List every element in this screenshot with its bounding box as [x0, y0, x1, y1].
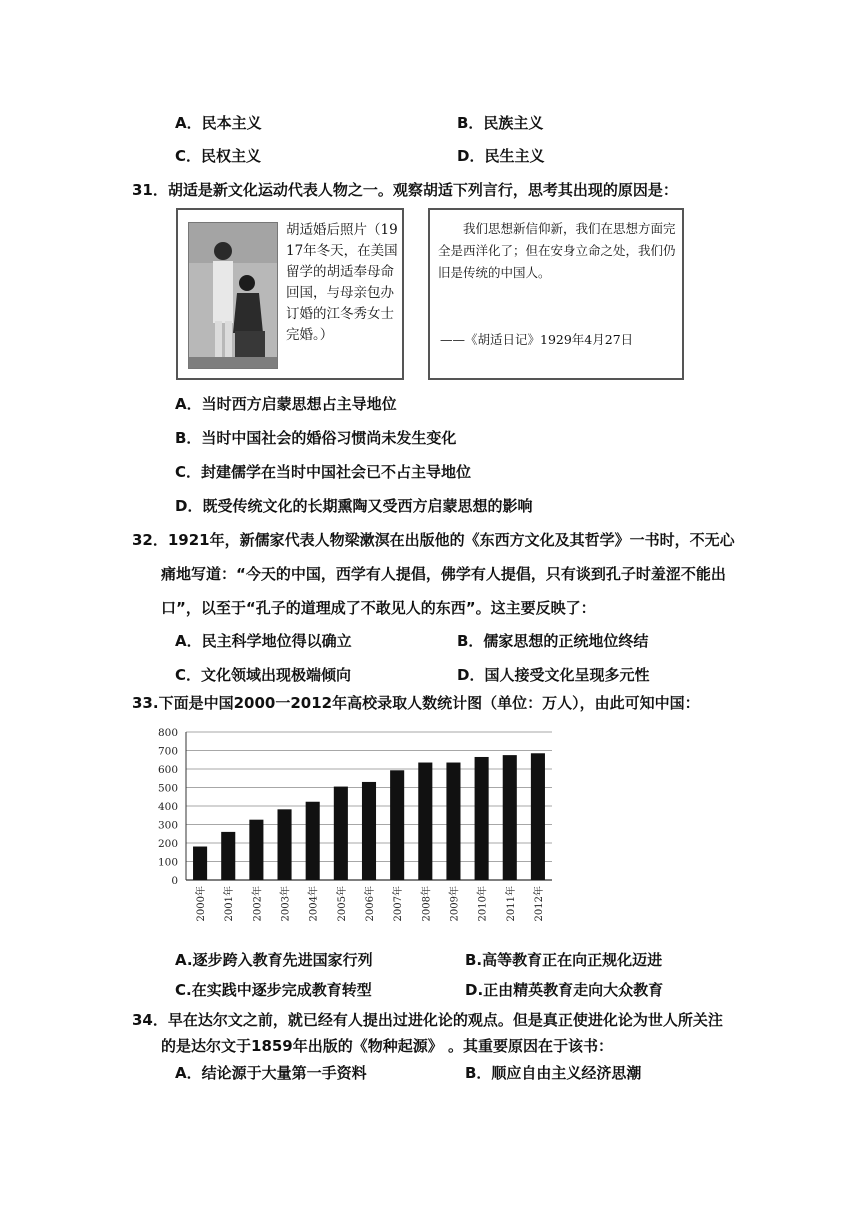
y-tick-label: 400: [157, 801, 178, 813]
y-tick-label: 100: [157, 856, 178, 869]
bar: [306, 802, 320, 880]
quote-source: ——《胡适日记》1929年4月27日: [440, 332, 634, 347]
q33-option-a: A.逐步跨入教育先进国家行列: [175, 951, 373, 969]
q32-option-c: C．文化领域出现极端倾向: [175, 666, 352, 684]
quote-panel: [428, 208, 684, 380]
bar: [446, 763, 460, 880]
q32-stem-line-3: 口”，以至于“孔子的道理成了不敢见人的东西”。这主要反映了：: [161, 599, 596, 617]
q34-option-a: A．结论源于大量第一手资料: [175, 1064, 367, 1082]
wedding-photo: [188, 222, 278, 369]
q32-option-a: A．民主科学地位得以确立: [175, 632, 352, 650]
y-tick-label: 300: [157, 819, 178, 832]
q31-option-b: B．当时中国社会的婚俗习惯尚未发生变化: [175, 429, 457, 447]
q33-option-b: B.高等教育正在向正规化迈进: [465, 951, 663, 969]
bar: [531, 753, 545, 880]
bar: [475, 757, 489, 880]
hu-shi-quote: 我们思想新信仰新，我们在思想方面完全是西洋化了；但在安身立命之处，我们仍旧是传统的中国人。: [438, 221, 676, 280]
q30-option-a: A．民本主义: [175, 114, 262, 132]
photo-panel: [176, 208, 404, 380]
bar: [278, 809, 292, 880]
q30-option-d: D．民生主义: [457, 147, 545, 165]
q31-option-a: A．当时西方启蒙思想占主导地位: [175, 395, 397, 413]
x-tick-label: 2003年: [280, 886, 292, 922]
x-tick-label: 2007年: [393, 886, 405, 922]
q30-option-c: C．民权主义: [175, 147, 262, 165]
q34-stem-line-2: 的是达尔文于1859年出版的《物种起源》 。其重要原因在于该书：: [161, 1037, 613, 1055]
admissions-bar-chart: [150, 722, 570, 932]
x-tick-label: 2004年: [308, 886, 320, 922]
x-tick-label: 2006年: [365, 886, 376, 922]
q32-stem-line-2: 痛地写道：“今天的中国，西学有人提倡，佛学有人提倡，只有谈到孔子时羞涩不能出: [161, 565, 726, 583]
q32-stem-line-1: 32．1921年，新儒家代表人物梁漱溟在出版他的《东西方文化及其哲学》一书时，不无心: [132, 531, 735, 549]
x-tick-label: 2001年: [224, 886, 236, 922]
y-tick-label: 500: [157, 782, 178, 795]
q34-option-b: B．顺应自由主义经济思潮: [465, 1064, 642, 1082]
x-tick-label: 2011年: [505, 886, 517, 922]
x-tick-label: 2005年: [336, 886, 348, 922]
x-tick-label: 2010年: [477, 886, 489, 922]
q33-stem: 33.下面是中国2000一2012年高校录取人数统计图（单位：万人），由此可知中国：: [132, 694, 700, 712]
y-tick-label: 600: [157, 764, 178, 776]
bar: [249, 820, 263, 880]
bar: [362, 782, 376, 880]
q32-option-b: B．儒家思想的正统地位终结: [457, 632, 649, 650]
y-tick-label: 700: [157, 745, 178, 758]
q31-option-c: C．封建儒学在当时中国社会已不占主导地位: [175, 463, 472, 481]
x-tick-label: 2002年: [252, 886, 264, 922]
photo-caption: 胡适婚后照片（1917年冬天，在美国留学的胡适奉母命回国，与母亲包办订婚的江冬秀女士完婚。）: [286, 222, 398, 343]
x-tick-label: 2008年: [421, 886, 433, 922]
bar: [193, 847, 207, 880]
q32-option-d: D．国人接受文化呈现多元性: [457, 666, 650, 684]
bar: [390, 770, 404, 880]
x-tick-label: 2012年: [533, 886, 545, 922]
x-tick-label: 2009年: [449, 886, 461, 922]
q31-stem: 31．胡适是新文化运动代表人物之一。观察胡适下列言行，思考其出现的原因是：: [132, 181, 678, 199]
y-tick-label: 0: [171, 875, 178, 887]
q30-option-b: B．民族主义: [457, 114, 544, 132]
x-tick-label: 2000年: [196, 886, 208, 922]
bar: [334, 787, 348, 880]
q31-option-d: D．既受传统文化的长期熏陶又受西方启蒙思想的影响: [175, 497, 533, 515]
bar: [418, 763, 432, 880]
y-tick-label: 200: [157, 838, 178, 850]
q33-option-c: C.在实践中逐步完成教育转型: [175, 981, 372, 999]
bar: [503, 755, 517, 880]
q34-stem-line-1: 34．早在达尔文之前，就已经有人提出过进化论的观点。但是真正使进化论为世人所关注: [132, 1011, 723, 1029]
bar: [221, 832, 235, 880]
y-tick-label: 800: [157, 727, 178, 739]
q33-option-d: D.正由精英教育走向大众教育: [465, 981, 664, 999]
